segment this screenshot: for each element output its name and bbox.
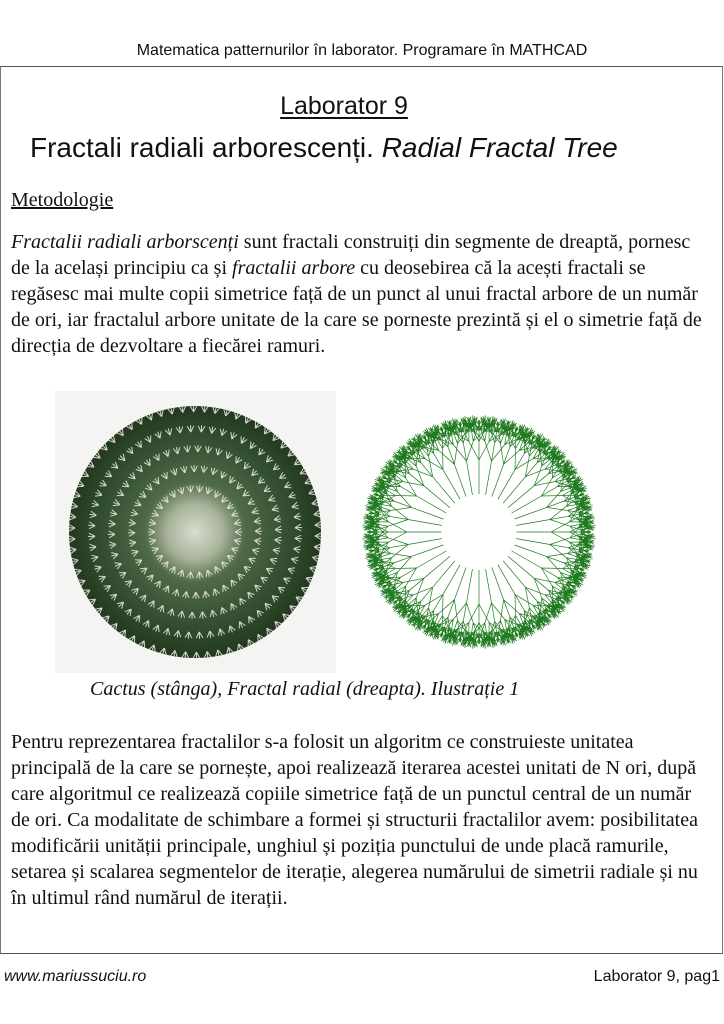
figure-caption: Cactus (stânga), Fractal radial (dreapta). Ilustrație 1 xyxy=(90,678,520,700)
footer-website: www.mariussuciu.ro xyxy=(4,968,147,985)
term-tree-fractals: fractalii arbore xyxy=(232,257,356,279)
running-header: Matematica patternurilor în laborator. Programare în MATHCAD xyxy=(136,42,588,59)
footer-page-number: Laborator 9, pag1 xyxy=(593,968,720,985)
main-title-english: Radial Fractal Tree xyxy=(381,132,618,163)
section-heading: Metodologie xyxy=(11,189,114,211)
paragraph-algorithm: Pentru reprezentarea fractalilor s-a folosit un algoritm ce construieste unitatea principală de la care se pornește, apoi realizează iterarea acestei unitati de N ori, după care algoritmul ce realizează copiile simetrice față de un punctul central de un număr de ori. Ca modalitate de schimbare a formei și structurii fractalilor avem: posibilitatea modificării unității principale, unghiul și poziția punctului de unde placă ramurile, setarea și scalarea segmentelor de iterație, alegerea numărului de simetrii radiale și nu în ultimul rând numărul de iterații. xyxy=(11,731,698,909)
paragraph-methodology xyxy=(11,229,711,359)
paragraph1-text-a: sunt fractali construiți din segmente de dreaptă, pornesc de la același principiu ca și xyxy=(11,231,691,279)
radial-fractal-tree xyxy=(349,395,609,670)
main-title-text: Fractali radiali arborescenți. xyxy=(30,132,382,163)
cactus-photo xyxy=(55,391,336,673)
paragraph1-text-b: cu deosebirea că la acești fractali se regăsesc mai multe copii simetrice față de un punct al unui fractal arbore de un număr de ori, iar fractalul arbore unitate de la care se porneste prezintă și el o simetrie față de direcția de dezvoltare a fiecărei ramuri. xyxy=(11,257,702,357)
term-radial-fractals: Fractalii radiali arborscenți xyxy=(11,231,239,253)
cactus-illustration xyxy=(55,391,336,673)
lab-title: Laborator 9 xyxy=(280,92,408,120)
main-title xyxy=(30,132,710,164)
